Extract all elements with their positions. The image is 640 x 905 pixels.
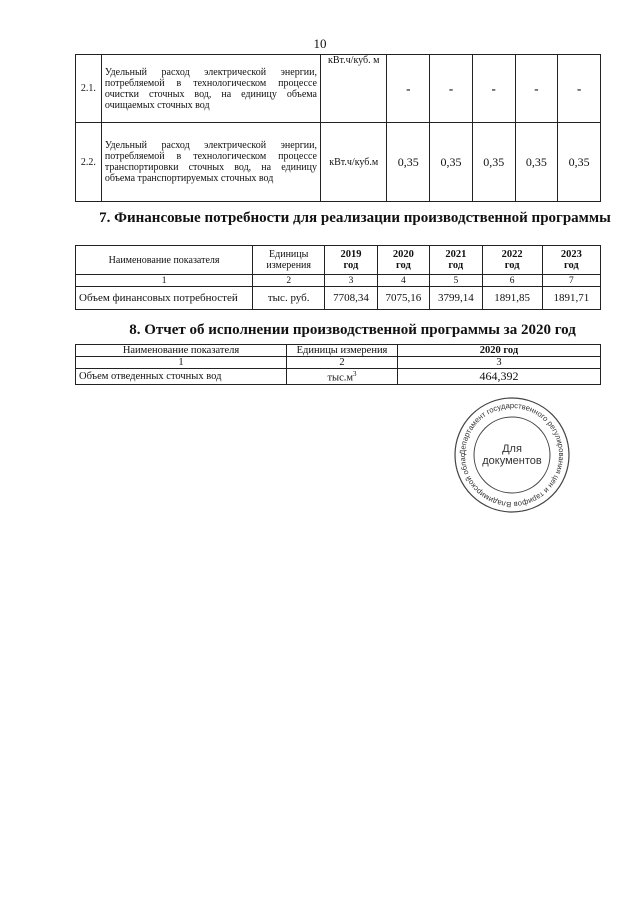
section-7-title: 7. Финансовые потребности для реализации производственной программы: [99, 210, 611, 226]
value-cell: -: [387, 55, 430, 123]
header-year: 2022 год: [482, 246, 542, 275]
stamp-center-line: документов: [482, 455, 542, 467]
section-8-title: 8. Отчет об исполнении производственной программы за 2020 год: [129, 322, 576, 338]
row-number: 2.1.: [76, 55, 102, 123]
column-index: 2: [287, 357, 398, 369]
column-index: 6: [482, 275, 542, 287]
value-cell: -: [515, 55, 558, 123]
value-cell: 7708,34: [325, 287, 377, 310]
header-indicator-name: Наименование показателя: [76, 246, 253, 275]
column-index: 3: [398, 357, 601, 369]
table-header-row: [76, 345, 601, 357]
column-index-row: [76, 275, 601, 287]
unit-cell: кВт.ч/куб.м: [321, 123, 387, 202]
value-cell: 1891,85: [482, 287, 542, 310]
stamp-center: [452, 395, 572, 515]
indicator-name: Объем отведенных сточных вод: [76, 369, 287, 385]
value-cell: -: [558, 55, 601, 123]
table-header-row: [76, 246, 601, 275]
column-index-row: [76, 357, 601, 369]
column-index: 4: [377, 275, 429, 287]
indicator-name: Удельный расход электрической энергии, потребляемой в технологическом процессе транспортировки сточных вод, на единицу объема транспортируемых сточных вод: [101, 123, 320, 202]
column-index: 5: [430, 275, 482, 287]
row-number: 2.2.: [76, 123, 102, 202]
value-cell: 464,392: [398, 369, 601, 385]
value-cell: 0,35: [515, 123, 558, 202]
unit-cell: кВт.ч/куб. м: [321, 55, 387, 123]
column-index: 2: [253, 275, 325, 287]
header-year: 2019 год: [325, 246, 377, 275]
value-cell: -: [430, 55, 473, 123]
table-row: [76, 369, 601, 385]
value-cell: 1891,71: [542, 287, 600, 310]
column-index: 1: [76, 275, 253, 287]
header-unit: Единицы измерения: [287, 345, 398, 357]
stamp-center-line: Для: [502, 443, 522, 455]
header-unit: Единицы измерения: [253, 246, 325, 275]
value-cell: 3799,14: [430, 287, 482, 310]
header-indicator-name: Наименование показателя: [76, 345, 287, 357]
header-year: 2021 год: [430, 246, 482, 275]
unit-cell: $тыс.м^3$: [287, 369, 398, 385]
value-cell: 0,35: [430, 123, 473, 202]
table-row: [76, 287, 601, 310]
table-row: [76, 123, 601, 202]
page-number: 10: [313, 36, 327, 51]
table-row: [76, 55, 601, 123]
execution-report-table: [75, 344, 601, 385]
indicator-name: Объем финансовых потребностей: [76, 287, 253, 310]
column-index: 7: [542, 275, 600, 287]
financial-needs-table: [75, 245, 601, 310]
value-cell: 7075,16: [377, 287, 429, 310]
column-index: 3: [325, 275, 377, 287]
header-year: 2020 год: [377, 246, 429, 275]
official-stamp: [452, 395, 572, 515]
column-index: 1: [76, 357, 287, 369]
efficiency-table: [75, 54, 601, 202]
header-year: 2023 год: [542, 246, 600, 275]
svg-text:Департамент государственного р: Департамент государственного регулирования цен и тарифов Владимирской облас: [457, 400, 567, 510]
indicator-name: Удельный расход электрической энергии, потребляемой в технологическом процессе очистки сточных вод, на единицу объема очищаемых сточных вод: [101, 55, 320, 123]
unit-cell: тыс. руб.: [253, 287, 325, 310]
value-cell: -: [472, 55, 515, 123]
header-year: 2020 год: [398, 345, 601, 357]
value-cell: 0,35: [472, 123, 515, 202]
value-cell: 0,35: [387, 123, 430, 202]
value-cell: 0,35: [558, 123, 601, 202]
